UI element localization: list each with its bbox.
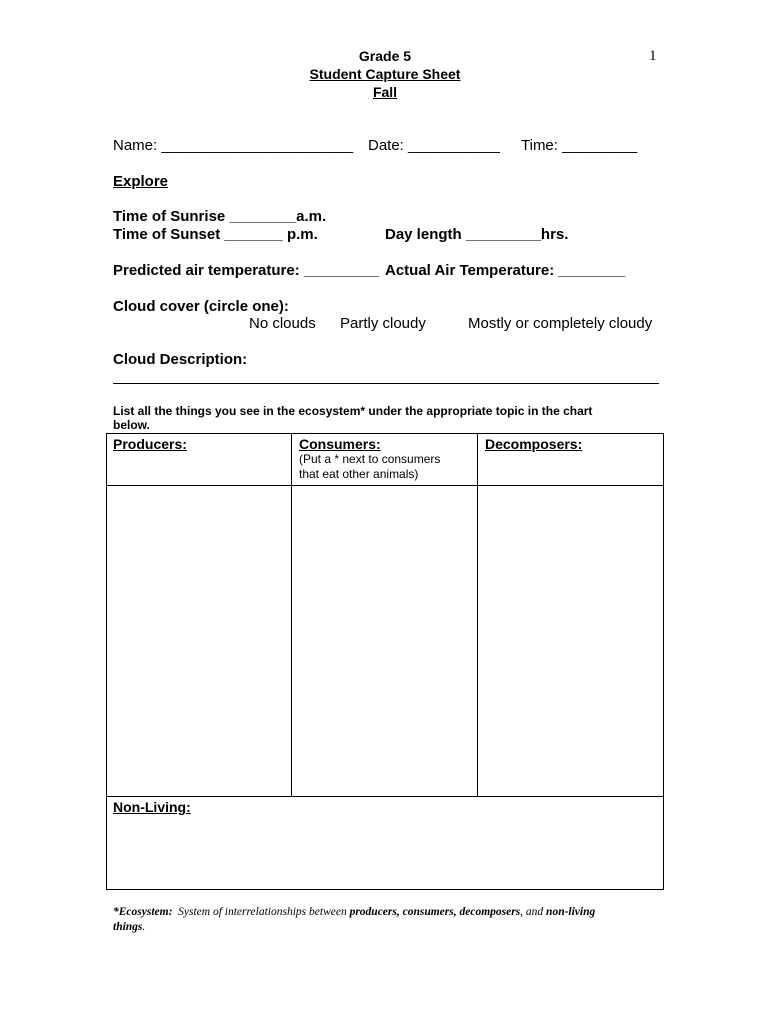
cloud-option-partly-cloudy[interactable]: Partly cloudy	[340, 315, 426, 332]
cloud-description-label: Cloud Description:	[113, 351, 248, 368]
day-length-field[interactable]: Day length _________hrs.	[385, 226, 569, 243]
predicted-temperature-field[interactable]: Predicted air temperature: _________	[113, 262, 379, 279]
actual-temperature-field[interactable]: Actual Air Temperature: ________	[385, 262, 626, 279]
season-heading: Fall	[372, 84, 398, 100]
explore-heading: Explore	[113, 173, 169, 190]
time-field[interactable]: Time: _________	[521, 137, 638, 154]
sunset-field[interactable]: Time of Sunset _______ p.m.	[113, 226, 318, 243]
document-title: Student Capture Sheet	[309, 66, 461, 82]
decomposers-header: Decomposers:	[485, 436, 583, 452]
footnote-bold-terms: non-living	[546, 906, 596, 918]
sunrise-field[interactable]: Time of Sunrise ________a.m.	[113, 208, 327, 225]
footnote-text: , and	[520, 906, 547, 918]
consumers-note-line-1: (Put a * next to consumers	[299, 452, 441, 466]
cloud-option-mostly-cloudy[interactable]: Mostly or completely cloudy	[468, 315, 653, 332]
table-divider	[106, 796, 664, 797]
non-living-cell[interactable]	[107, 818, 662, 888]
table-divider	[291, 433, 292, 797]
producers-cell[interactable]	[107, 486, 290, 795]
grade-heading: Grade 5	[358, 48, 412, 64]
cloud-description-line[interactable]	[113, 383, 659, 384]
page-number: 1	[649, 48, 657, 64]
instructions-line-2: below.	[113, 418, 150, 432]
consumers-header: Consumers:	[299, 436, 381, 452]
footnote-label: *Ecosystem:	[113, 906, 173, 918]
non-living-header: Non-Living:	[113, 799, 191, 815]
cloud-cover-label: Cloud cover (circle one):	[113, 298, 289, 315]
consumers-note-line-2: that eat other animals)	[299, 467, 419, 481]
footnote-text: System of interrelationships between	[178, 906, 350, 918]
date-field[interactable]: Date: ___________	[368, 137, 500, 154]
footnote-bold-terms: things	[113, 921, 143, 933]
producers-header: Producers:	[113, 436, 187, 452]
consumers-cell[interactable]	[293, 486, 476, 795]
decomposers-cell[interactable]	[479, 486, 662, 795]
footnote-text: .	[142, 921, 146, 933]
cloud-option-no-clouds[interactable]: No clouds	[249, 315, 316, 332]
name-field[interactable]: Name: _______________________	[113, 137, 354, 154]
instructions-line-1: List all the things you see in the ecosystem* under the appropriate topic in the chart	[113, 404, 593, 418]
ecosystem-footnote	[113, 905, 673, 935]
table-divider	[477, 433, 478, 797]
footnote-bold-terms: producers, consumers, decomposers	[349, 906, 521, 918]
